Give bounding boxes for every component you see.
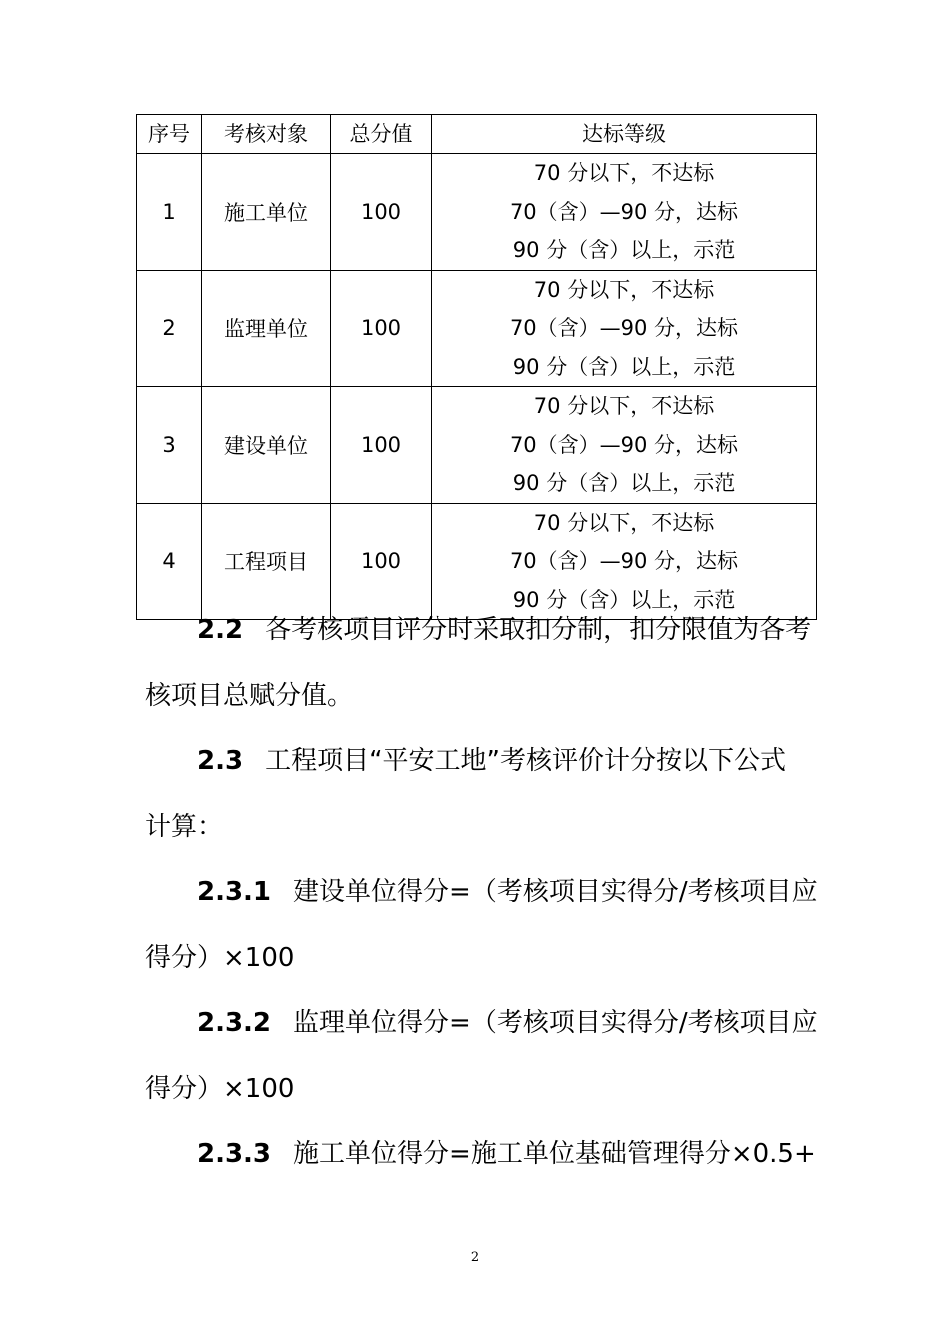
table-row: [137, 270, 817, 387]
header-total: 总分值: [331, 115, 432, 154]
paragraph-text: 工程项目“平安工地”考核评价计分按以下公式: [265, 746, 787, 776]
row-total: 100: [331, 270, 432, 387]
level-model: 90 分（含）以上，示范: [512, 471, 736, 495]
level-fail: 70 分以下，不达标: [533, 510, 715, 535]
row-total: 100: [331, 154, 432, 271]
paragraph-text: 施工单位得分=施工单位基础管理得分×0.5+: [293, 1139, 816, 1169]
row-levels: [432, 270, 817, 387]
row-no: 2: [137, 270, 202, 387]
row-target: 施工单位: [202, 154, 331, 271]
section-number: 2.3: [197, 746, 244, 776]
paragraph-2-3-2-line2: 得分）×100: [145, 1074, 295, 1104]
header-target: 考核对象: [202, 115, 331, 154]
row-no: 3: [137, 387, 202, 504]
paragraph-2-3-1-line1: [145, 876, 818, 908]
level-model: 90 分（含）以上，示范: [512, 354, 736, 379]
paragraph-2-2-line1: [145, 614, 812, 646]
score-table: [136, 114, 817, 620]
level-fail: 70 分以下，不达标: [533, 161, 715, 185]
row-levels: [432, 387, 817, 504]
paragraph-text: 监理单位得分=（考核项目实得分/考核项目应: [293, 1008, 818, 1038]
level-pass: 70（含）—90 分，达标: [509, 316, 739, 340]
row-total: 100: [331, 387, 432, 504]
row-no: 4: [137, 503, 202, 620]
level-pass: 70（含）—90 分，达标: [509, 549, 739, 573]
header-no: 序号: [137, 115, 202, 154]
row-target: 监理单位: [202, 270, 331, 387]
row-target: 建设单位: [202, 387, 331, 504]
paragraph-2-3-line1: [145, 745, 805, 777]
section-number: 2.3.2: [197, 1008, 272, 1038]
header-level: 达标等级: [432, 115, 817, 154]
row-levels: [432, 154, 817, 271]
row-target: 工程项目: [202, 503, 331, 620]
paragraph-2-3-1-line2: 得分）×100: [145, 943, 295, 973]
row-levels: [432, 503, 817, 620]
paragraph-text: 各考核项目评分时采取扣分制，扣分限值为各考: [265, 615, 812, 645]
level-fail: 70 分以下，不达标: [533, 394, 715, 418]
section-number: 2.3.3: [197, 1139, 272, 1169]
level-fail: 70 分以下，不达标: [533, 277, 715, 302]
table-row: [137, 154, 817, 271]
paragraph-text: 建设单位得分=（考核项目实得分/考核项目应: [293, 877, 818, 907]
paragraph-2-3-line2: 计算：: [145, 812, 224, 842]
level-pass: 70（含）—90 分，达标: [509, 432, 739, 457]
level-model: 90 分（含）以上，示范: [512, 587, 736, 612]
table-row: [137, 503, 817, 620]
level-pass: 70（含）—90 分，达标: [509, 199, 739, 224]
paragraph-2-3-3-line1: [145, 1138, 816, 1170]
section-number: 2.2: [197, 615, 244, 645]
level-model: 90 分（含）以上，示范: [512, 238, 736, 262]
table-row: [137, 387, 817, 504]
paragraph-2-2-line2: 核项目总赋分值。: [145, 681, 354, 711]
table-header-row: [137, 115, 817, 154]
row-no: 1: [137, 154, 202, 271]
row-total: 100: [331, 503, 432, 620]
section-number: 2.3.1: [197, 877, 272, 907]
page-number: 2: [470, 1250, 480, 1265]
paragraph-2-3-2-line1: [145, 1007, 818, 1039]
